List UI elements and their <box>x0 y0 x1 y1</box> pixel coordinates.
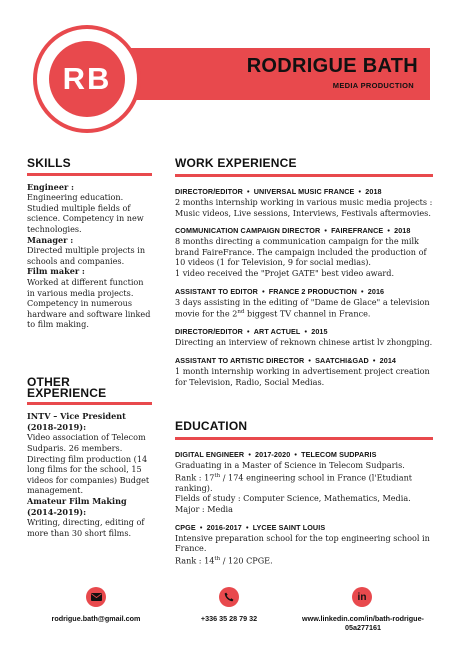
education-entry <box>175 522 433 566</box>
candidate-name: RODRIGUE BATH <box>246 55 418 77</box>
work-entry-header: ASSISTANT TO ARTISTIC DIRECTOR • SAATCHI&GAD • 2014 <box>175 356 397 366</box>
work-entry <box>175 355 433 387</box>
work-role: COMMUNICATION CAMPAIGN DIRECTOR <box>175 226 321 236</box>
education-school: LYCEE SAINT LOUIS <box>252 522 326 532</box>
email-link[interactable]: rodrigue.bath@gmail.com <box>51 614 141 623</box>
work-year: 2018 <box>365 187 382 196</box>
phone-number[interactable]: +336 35 28 79 32 <box>200 614 258 623</box>
work-year: 2018 <box>394 226 411 236</box>
work-desc: 2 months internship working in various music media projects : Music videos, Live sessions, Interviews, Festivals aftermovies. <box>175 197 433 218</box>
skills-rule <box>27 173 152 176</box>
work-entry-header: DIRECTOR/EDITOR • UNIVERSAL MUSIC FRANCE • 2018 <box>175 187 382 196</box>
work-role: ASSISTANT TO EDITOR <box>175 286 258 296</box>
education-line: Intensive preparation school for the top engineering school in France. <box>175 532 430 554</box>
work-org: FAIREFRANCE <box>331 226 384 236</box>
monogram-initials: RB <box>49 41 125 117</box>
skill-engineer-text: Engineering education. Studied multiple fields of science. Competency in new technologies. <box>27 192 144 234</box>
intv-label: INTV – Vice President (2018-2019): <box>27 411 126 432</box>
linkedin-link[interactable]: www.linkedin.com/in/bath-rodrigue-05a277161 <box>302 614 424 632</box>
linkedin-icon-glyph: in <box>357 591 367 603</box>
work-entry-header: DIRECTOR/EDITOR • ART ACTUEL • 2015 <box>175 327 328 337</box>
education-rule <box>175 437 433 440</box>
education-degree: DIGITAL ENGINEER <box>175 450 245 459</box>
education-years: 2016-2017 <box>206 522 242 532</box>
other-experience-rule <box>27 402 152 405</box>
education-rank-part: Rank : 14 <box>175 555 215 566</box>
work-desc: 1 month internship working in advertisement project creation for Television, Radio, Social Medias. <box>175 366 430 387</box>
work-experience-title: WORK EXPERIENCE <box>175 156 297 170</box>
work-entry <box>175 186 433 218</box>
skill-filmmaker-label: Film maker : <box>27 266 85 277</box>
skills-section <box>27 158 152 330</box>
phone-icon <box>219 587 239 607</box>
education-rank-superscript: th <box>214 472 221 479</box>
work-year: 2015 <box>311 327 328 337</box>
work-entry <box>175 286 433 320</box>
other-experience-section <box>27 377 152 538</box>
work-desc-part: biggest TV channel in France. <box>244 308 371 319</box>
education-rank-superscript: th <box>214 555 221 562</box>
linkedin-icon <box>352 587 372 607</box>
skill-engineer-label: Engineer : <box>27 181 75 192</box>
education-rank <box>175 471 433 494</box>
education-rank <box>175 554 433 566</box>
work-experience-section <box>175 156 433 394</box>
candidate-subtitle: MEDIA PRODUCTION <box>332 81 414 90</box>
skill-manager-label: Manager : <box>27 234 74 245</box>
education-school: TELECOM SUDPARIS <box>301 450 377 459</box>
education-entry <box>175 449 433 515</box>
work-desc: 8 months directing a communication campaign for the milk brand FaireFrance. The campaign included the production of 10 videos (1 for Television, 9 for social medias). <box>175 236 427 268</box>
work-experience-rule <box>175 174 433 177</box>
skills-title: SKILLS <box>27 156 71 170</box>
work-desc <box>175 297 433 320</box>
work-org: ART ACTUEL <box>253 327 301 337</box>
intv-text: Video association of Telecom Sudparis. 26 members. Directing film production (14 long films for the school, 15 videos for companies) Budget management. <box>27 432 150 496</box>
amateur-text: Writing, directing, editing of more than 30 short films. <box>27 517 145 538</box>
education-years: 2017-2020 <box>255 450 291 459</box>
other-experience-title: OTHER EXPERIENCE <box>27 375 107 400</box>
work-org: SAATCHI&GAD <box>315 356 369 366</box>
work-entry-header: COMMUNICATION CAMPAIGN DIRECTOR • FAIREFRANCE • 2018 <box>175 226 411 236</box>
education-entry-header: CPGE • 2016-2017 • LYCEE SAINT LOUIS <box>175 522 326 532</box>
work-year: 2016 <box>367 286 385 296</box>
work-role: DIRECTOR/EDITOR <box>175 327 243 337</box>
work-year: 2014 <box>379 356 397 366</box>
work-desc-award: 1 video received the "Projet GATE" best video award. <box>175 267 395 278</box>
education-rank-part: Rank : 17 <box>175 472 215 483</box>
education-entry-header: DIGITAL ENGINEER • 2017-2020 • TELECOM SUDPARIS <box>175 450 377 459</box>
education-line: Fields of study : Computer Science, Mathematics, Media. <box>175 493 411 504</box>
education-degree: CPGE <box>175 522 196 532</box>
work-entry <box>175 225 433 278</box>
work-role: DIRECTOR/EDITOR <box>175 187 243 196</box>
work-desc-part: 3 days assisting in the editing of "Dame de Glace" a television movie for the 2 <box>175 296 430 319</box>
education-title: EDUCATION <box>175 419 248 433</box>
work-role: ASSISTANT TO ARTISTIC DIRECTOR <box>175 356 305 366</box>
work-entry <box>175 326 433 348</box>
work-org: FRANCE 2 PRODUCTION <box>268 286 357 296</box>
education-rank-part: / 120 CPGE. <box>220 555 273 566</box>
work-entry-header: ASSISTANT TO EDITOR • FRANCE 2 PRODUCTION • 2016 <box>175 286 385 296</box>
email-icon <box>86 587 106 607</box>
education-section <box>175 419 433 573</box>
work-desc-superscript: nd <box>237 309 245 316</box>
education-line: Graduating in a Master of Science in Telecom Sudparis. <box>175 460 405 470</box>
work-org: UNIVERSAL MUSIC FRANCE <box>253 187 355 196</box>
education-line: Major : Media <box>175 504 233 515</box>
skill-manager-text: Directed multiple projects in schools and companies. <box>27 245 146 266</box>
skill-filmmaker-text: Worked at different function in various media projects. Competency in numerous hardware and software linked to film making. <box>27 276 151 330</box>
work-desc: Directing an interview of reknown chinese artist lv zhongping. <box>175 337 433 348</box>
amateur-label: Amateur Film Making (2014-2019): <box>27 495 127 517</box>
education-rank-part: / 174 engineering school in France (l'Etudiant ranking). <box>175 472 413 493</box>
